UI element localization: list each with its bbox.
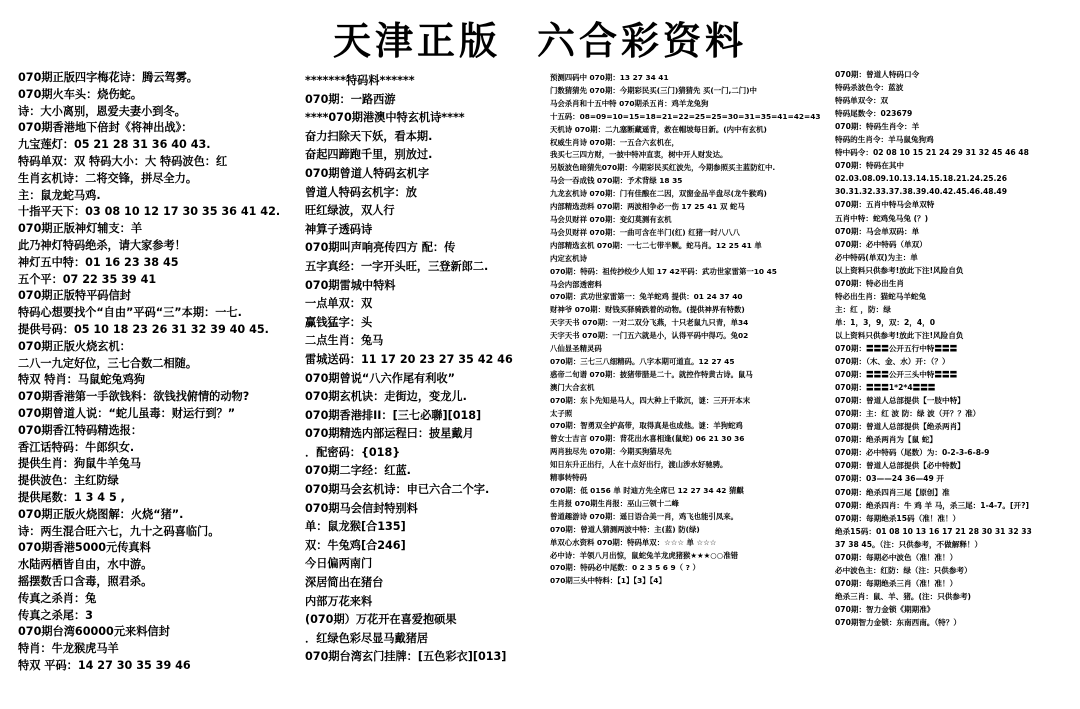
col3-line: 我买七三四方财，一披中特冲直衷，树中开人财发达。 [550,150,728,160]
col1-line: 070期正版神灯辅支：羊 [18,222,143,236]
col4-line: 37 38 45。（注：只供参考，不做解释！） [835,539,983,549]
col4-line: 070期：曾道人特码口令 [835,70,920,79]
col1-line: 提供生肖：狗鼠牛羊兔马 [18,457,142,471]
col3-line: 070期：曾道人猜测两波中特：主(蓝) 防(绿) [550,524,700,534]
col4-line: 070期：马会单双码：单 [835,226,920,236]
col1-line: 070期台湾60000元来料信封 [18,625,170,639]
col3-line: 070期：武功世家雷第一：兔羊蛇鸡 提供：01 24 37 40 [550,292,743,302]
col1-line: 提供号码：05 10 18 23 26 31 32 39 40 45. [18,322,269,336]
col3-line: 财神爷 070期：财钱买驿骑跌着的动物。(提供神界有特数) [550,305,745,315]
col1-line: 十指平天下：03 08 10 12 17 30 35 36 41 42. [18,205,281,219]
col1-line: 070期曾道人说：“蛇儿虽毒：财运行到？” [18,406,236,420]
col4-line: 必中特码(单双)为主：单 [835,252,918,262]
col2-line: 曾道人特码玄机字：放 [305,185,417,199]
col4-line: 070期：绝杀四肖：牛 鸡 羊 马，杀三尾：1-4-7。[开?] [835,500,1029,510]
col3-line: 精事转特码 [550,473,587,483]
col2-line: 070期二字经：红蓝. [305,464,411,478]
col3-line: 十五码：08=09=10=15=18=21=22=25=25=30=31=35=41=42=43 [550,111,821,121]
col3-line: 内部精选劲料 070期：两波相争必一伤 17 25 41 双 蛇马 [550,202,745,212]
col2-line: *******特码料****** [305,74,415,87]
col1-line: 传真之杀尾：3 [18,608,93,622]
col4-line: 070期：特码在其中 [835,161,905,171]
col3-line: 070期：特码：祖传抄绞少人知 17 42平码：武功世家雷第一10 45 [550,266,777,276]
col4-line: 绝杀15码：01 08 10 13 16 17 21 28 30 31 32 33 [835,526,1032,536]
col2-line: 一点单双：双 [305,297,373,311]
col3-line: 070期：特码必中尾数：0 2 3 5 6 9（ ? ） [550,563,700,573]
col4-line: 070期：曾道人总部提供【一肢中特】 [835,396,965,406]
col4-line: 070期：必中特码（单双） [835,239,927,249]
col1-line: 特双 平码：14 27 30 35 39 46 [18,658,191,672]
col4-line: 070期：每期必中波色（准！准！） [835,552,958,562]
col1-line: 水陆两栖皆自由，水中游。 [18,558,153,572]
col3-line: 八仙显圣精灵码 [550,344,602,354]
col3-line: 另版波色暗猜先070期：今期彩民买红波先，今期参照买主蓝防红中. [550,163,776,173]
title-part-2: 六合彩资料 [537,18,748,63]
col2-line: 070期马会玄机诗：申已六合二个字. [305,483,490,497]
col1-line: 五个平：07 22 35 39 41 [18,272,157,286]
col3-line: 马会一吞成钱 070期：予术背绿 18 35 [550,176,683,186]
col4-line: 30.31.32.33.37.38.39.40.42.45.46.48.49 [835,187,1007,197]
col3-line: 预测四码中 070期：13 27 34 41 [550,73,669,82]
col4-line: 必中波色主：红防：绿（注：只供参考） [835,565,972,575]
col3-line: 单双心水资料 070期：特码单双：☆☆☆ 单 ☆☆☆ [550,537,717,547]
page-title [0,10,1080,65]
col1-line: 提供尾数：1 3 4 5 , [18,490,125,504]
col1-line: 摇摆数舌口含毒，照君杀。 [18,574,153,588]
col1-line: 特码心想要找个“自由”平码“三”本期：一七. [18,306,242,320]
col3-line: 澳门大合玄机 [550,382,595,392]
col4-line: 特必出生肖：猫蛇马羊蛇兔 [835,291,927,301]
col2-line: 070期雷城中特料 [305,278,396,292]
col4-line: 070期：必中特码（尾数）为：0-2-3-6-8-9 [835,448,990,458]
col4-line: 特码单双令：双 [835,96,889,106]
col2-line: 双：牛兔鸡[合246] [305,538,406,552]
col4-line: 070期：特码生肖令：羊 [835,122,920,132]
col2-line: 今日偏两南门 [305,557,373,571]
col2-line: 单：鼠龙猴[合135] [305,520,406,534]
col1-line: 特双 特肖：马鼠蛇兔鸡狗 [18,373,145,387]
col3-line: 马会贝财祥 070期：变幻莫测有玄机 [550,214,672,224]
col4-line: 02.03.08.09.10.13.14.15.18.21.24.25.26 [835,174,1007,184]
col3-line: 内定玄机诗 [550,253,587,263]
col1-line: 九宝莲灯：05 21 28 31 36 40 43. [18,138,211,152]
col4-line: 070期：（木、金、水）开：（？） [835,357,950,367]
col2-line: 奋起四蹄跑千里，别放过. [305,148,433,162]
col4-line: 070期：03——24 36—49 开 [835,474,944,484]
col3-line: 门数猜猜先 070期：今期彩民买(三门)猜猜先 买(一门,二门)中 [550,85,757,95]
col1-line: 诗：大小离别，恩爱夫妻小到冬。 [18,104,186,118]
col2-line: 070期香港排II：[三七必聯][018] [305,408,482,422]
col3-line: 曾女士吉言 070期：背花出水喜相逢(鼠蛇) 06 21 30 36 [550,434,745,444]
col1-line: 特肖：牛龙猴虎马羊 [18,642,119,656]
col1-line: 070期火车头：烧伤蛇。 [18,87,143,101]
col4-line: 070期：〓〓〓公开五行中特〓〓〓 [835,343,958,353]
col4-line: 070期：特必出生肖 [835,278,905,288]
col3-line: 内部精选玄机 070期：一七二七带半颗。蛇马肖。12 25 41 单 [550,240,762,250]
col1-line: 070期香港第一手欲钱料：欲钱找俯情的动物? [18,390,250,404]
title-part-1: 天津正版 [332,18,501,63]
col2-line: 070期玄机诀：走街边，变龙儿. [305,390,467,404]
col3-line: 070期：东卜先知是马人，四大种上千欺沉，谜：三开开本末 [550,395,751,405]
col1-line: 070期香港5000元传真料 [18,541,151,555]
col2-line: 二点生肖：兔马 [305,334,384,348]
col1-line: 070期香港地下倍封《将神出战》： [18,121,193,135]
col4-line: 绝杀三肖：鼠、羊、猪。(注：只供参考) [835,591,972,601]
col1-line: 070期香江特码精选报： [18,423,143,437]
col3-line: 惑帝二旬谱 070期：披猪带腊是二十。就控作特黄古诗。鼠马 [550,369,753,379]
col2-line: 070期曾说“八六作尾有利收” [305,371,455,385]
col2-line: 070期：一路西游 [305,92,396,106]
col1-line: 主：鼠龙蛇马鸡. [18,188,101,202]
col2-line: ．配密码：{018} [305,445,401,459]
col1-line: 生肖玄机诗：二将交锋，拼尽全力。 [18,171,198,185]
col4-line: 单：1，3，9，双：2，4，0 [835,317,936,327]
column-3 [550,72,832,588]
col1-line: 诗：两生混合旺六七，九十之码喜临门。 [18,524,220,538]
col4-line: 特码杀波色令：蓝波 [835,83,904,93]
column-2 [305,72,550,667]
col1-line: 070期正版特平码信封 [18,289,131,303]
col1-line: 070期正版火烧玄机： [18,339,131,353]
col2-line: 070期台湾玄门挂牌：[五色彩衣][013] [305,650,507,664]
col4-line: 070期智力金锁：东南西南。（特？） [835,617,961,627]
col2-line: 070期曾道人特码玄机字 [305,166,430,180]
col1-line: 此乃神灯特码绝杀，请大家参考！ [18,238,186,252]
col4-line: 070期：曾道人总部提供【必中特数】 [835,461,965,471]
col3-line: 九龙玄机诗 070期：门有佳酿在二因，双窗金品半盘尽(龙牛猴鸡) [550,189,767,199]
col2-line: ****070期港澳中特玄机诗**** [305,111,465,125]
col4-line: 特中码令：02 08 10 15 21 24 29 31 32 45 46 48 [835,148,1029,158]
col3-line: 太子照 [550,408,573,418]
col3-line: 070期：低 0156 单 时迪方先全席已 12 27 34 42 猜麒 [550,486,744,495]
col1-line: 神灯五中特：01 16 23 38 45 [18,255,179,269]
col4-line: 070期：〓〓〓公开三头中特〓〓〓 [835,370,958,380]
col3-line: 马会内部透密料 [550,279,602,289]
col3-line: 权威生肖诗 070期：一五合六玄机在， [550,137,679,147]
col2-line: 070期马会信封特别料 [305,501,418,515]
col2-line: (070期）万花开在喜爱抱硕果 [305,613,457,627]
col4-line: 070期：每期绝杀三肖（准！准！） [835,578,958,588]
col3-line: 天字天书 070期：一门五六就是小，认得平码中得巧。兔02 [550,331,749,341]
col1-line: 特码单双：双 特码大小：大 特码波色：红 [18,154,228,168]
col4-line: 以上资料只供参考!放此下注!风险自负 [835,265,964,275]
column-4 [835,68,1075,629]
col4-line: 070期：绝杀两肖为【鼠 蛇】 [835,435,938,445]
col4-line: 特码的生肖令：羊马鼠兔狗鸡 [835,135,934,145]
col2-line: 赢钱猛字：头 [305,315,373,329]
col4-line: 五肖中特：蛇鸡兔马兔 (？) [835,213,929,223]
col3-line: 天机诗 070期：二九塞断藏遥背，救在帽坡每日新。(内中有玄机) [550,124,767,134]
col1-line: 070期正版火烧图解：火烧“猪”. [18,507,184,521]
col4-line: 070期：曾道人总部提供【绝杀两肖】 [835,422,965,432]
col3-line: 马会贝财祥 070期：一曲可含在半门(红) 红猪一时八八八 [550,227,740,237]
col2-line: 深居简出在猪台 [305,576,384,590]
col2-line: 奋力扫除天下妖，看本期. [305,129,433,143]
col4-line: 070期：五肖中特马会单双特 [835,200,935,210]
col3-line: 生肖报 070期生肖报：巫山三领十二峰 [550,498,679,508]
col4-line: 特码尾数令：023679 [835,109,913,119]
col1-line: 二八一九定好位，三七合数二相随。 [18,356,198,370]
column-1 [18,70,306,675]
col4-line: 070期：智力金锁《期期准》 [835,604,935,614]
col1-line: 提供波色：主红防绿 [18,474,119,488]
col4-line: 070期：绝杀四肖三尾【原创】准 [835,487,950,497]
col3-line: 070期三头中特料：【1】【3】【4】 [550,576,666,586]
col3-line: 070期：三七三八细精码。八字本期可道直。12 27 45 [550,356,735,366]
col3-line: 必中诗：羊领八月出惊，鼠蛇兔羊龙虎猪猴★★★○○准错 [550,550,738,560]
col2-line: 070期精选内部运程曰：披星戴月 [305,427,474,441]
col1-line: 传真之杀肖：兔 [18,591,97,605]
col4-line: 070期：〓〓〓1*2*4〓〓〓 [835,383,936,393]
col4-line: 070期：每期绝杀15码（准！准！） [835,513,961,523]
col3-line: 070期：智勇双全护高带，取得真是也成他。谜：羊狗蛇鸡 [550,421,743,431]
col2-line: 五字真经：一字开头旺，三登新郎二. [305,259,489,273]
col3-line: 知日东升正出行，人在十点好出行，渡山涉水好驰骋。 [550,460,728,470]
col3-line: 曾道趣游诗 070期：遥日语合美一肖，鸡飞也能引凤来。 [550,511,738,521]
col1-line: 070期正版四字梅花诗：腾云驾雾。 [18,71,198,84]
col4-line: 主：红 ，防：绿 [835,304,891,314]
col3-line: 两肖独尽先 070期：今期买狗猫尽先 [550,447,672,457]
col2-line: 内部万花来料 [305,594,373,608]
col4-line: 以上资料只供参考!放此下注!风险自负 [835,330,964,340]
col4-line: 070期：主：红 波 防：绿 波（开？？准） [835,409,981,419]
col3-line: 马会杀肖和十五中特 070期杀五肖：鸡羊龙兔狗 [550,98,709,108]
col1-line: 香江话特码：牛郎织女. [18,440,135,454]
col2-line: ．红绿色彩尽显马戴猪居 [305,631,429,645]
col3-line: 天字天书 070期：一对二双分飞燕，十只老鼠九只青，单34 [550,318,749,328]
col2-line: 旺红绿波，双人行 [305,204,395,218]
col2-line: 神算子透码诗 [305,222,373,236]
col2-line: 070期叫声响亮传四方 配：传 [305,241,456,255]
col2-line: 雷城送码：11 17 20 23 27 35 42 46 [305,352,513,366]
